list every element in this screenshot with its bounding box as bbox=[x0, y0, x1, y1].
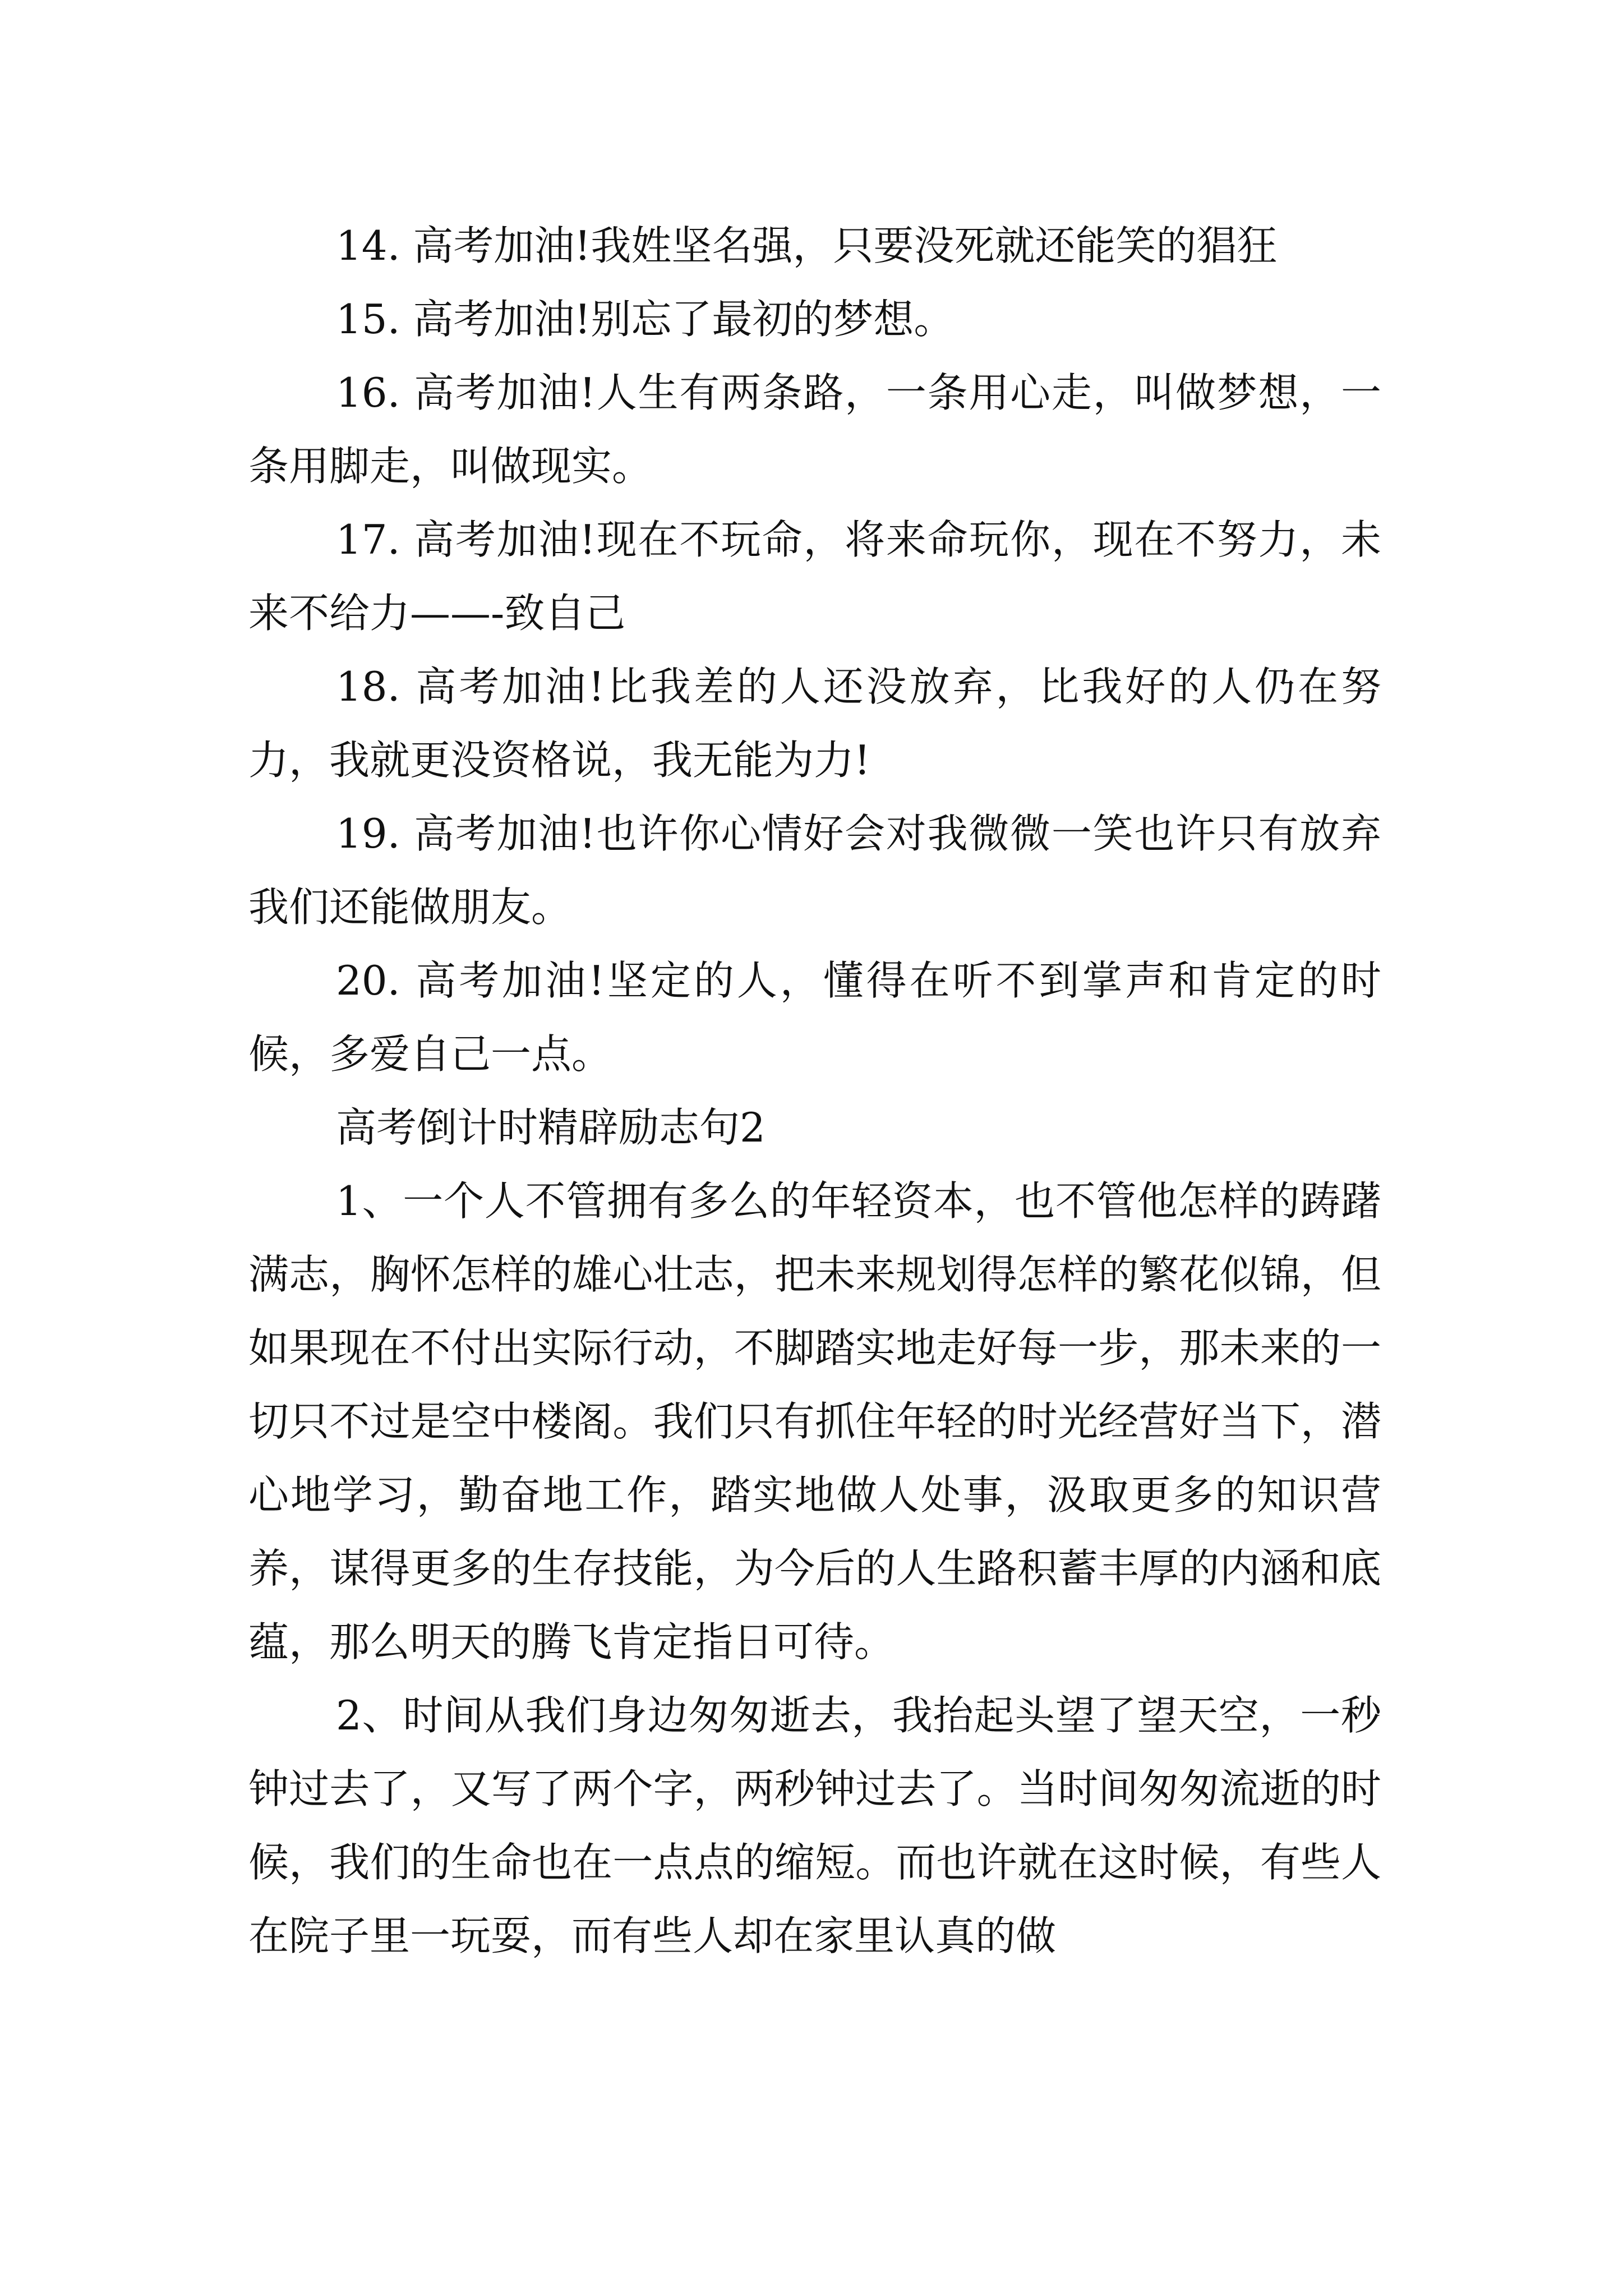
body-paragraph: 2、时间从我们身边匆匆逝去，我抬起头望了望天空，一秒钟过去了，又写了两个字，两秒钟过去了。当时间匆匆流逝的时候，我们的生命也在一点点的缩短。而也许就在这时候，有些人在院子里一玩耍，而有些人却在家里认真的做 bbox=[248, 1692, 1381, 1959]
list-item: 16. 高考加油!人生有两条路，一条用心走，叫做梦想，一条用脚走，叫做现实。 bbox=[248, 369, 1381, 490]
body-paragraph: 1、一个人不管拥有多么的年轻资本，也不管他怎样的踌躇满志，胸怀怎样的雄心壮志，把未来规划得怎样的繁花似锦，但如果现在不付出实际行动，不脚踏实地走好每一步，那未来的一切只不过是空中楼阁。我们只有抓住年轻的时光经营好当下，潜心地学习，勤奋地工作，踏实地做人处事，汲取更多的知识营养，谋得更多的生存技能，为今后的人生路积蓄丰厚的内涵和底蕴，那么明天的腾飞肯定指日可待。 bbox=[248, 1177, 1381, 1665]
section-heading: 高考倒计时精辟励志句2 bbox=[336, 1104, 766, 1151]
document-body bbox=[248, 209, 1381, 1973]
list-item: 17. 高考加油!现在不玩命，将来命玩你，现在不努力，未来不给力——-致自己 bbox=[248, 516, 1381, 637]
list-item: 15. 高考加油!别忘了最初的梦想。 bbox=[336, 296, 955, 343]
list-item: 18. 高考加油!比我差的人还没放弃，比我好的人仍在努力，我就更没资格说，我无能为力! bbox=[248, 663, 1381, 784]
list-item: 19. 高考加油!也许你心情好会对我微微一笑也许只有放弃我们还能做朋友。 bbox=[248, 810, 1381, 931]
list-item: 14. 高考加油!我姓坚名强，只要没死就还能笑的猖狂 bbox=[336, 222, 1278, 269]
list-item: 20. 高考加油!坚定的人，懂得在听不到掌声和肯定的时候，多爱自己一点。 bbox=[248, 957, 1381, 1078]
